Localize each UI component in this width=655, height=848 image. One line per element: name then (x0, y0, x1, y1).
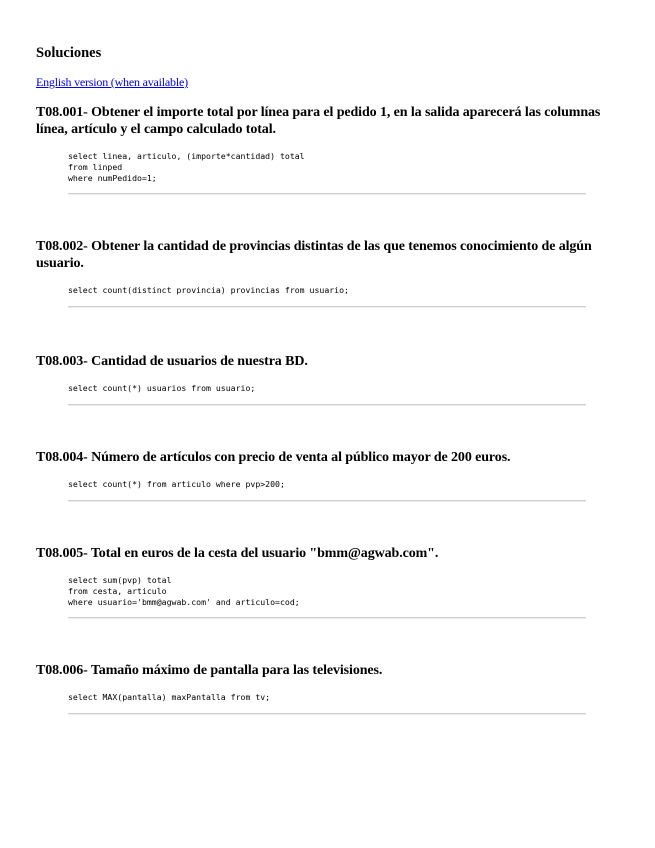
horizontal-rule (68, 500, 586, 502)
exercise-title: T08.006- Tamaño máximo de pantalla para las televisiones. (36, 663, 383, 678)
exercise-title: T08.003- Cantidad de usuarios de nuestra BD. (36, 354, 308, 369)
code-line: select linea, articulo, (importe*cantidad) total (68, 151, 305, 161)
sql-code-block (68, 692, 586, 715)
code-line: from cesta, articulo (68, 586, 167, 596)
code-line: from linped (68, 162, 123, 172)
exercise-t08-004 (36, 449, 616, 502)
solutions-page (36, 44, 616, 715)
page-title: Soluciones (36, 45, 102, 61)
horizontal-rule (68, 193, 586, 195)
exercise-t08-001 (36, 104, 616, 195)
sql-code-block (68, 383, 586, 406)
sql-code-block (68, 285, 586, 308)
exercise-t08-002 (36, 238, 616, 308)
code-line: where usuario='bmm@agwab.com' and articulo=cod; (68, 597, 300, 607)
code-line: select MAX(pantalla) maxPantalla from tv; (68, 692, 271, 702)
code-line: where numPedido=1; (68, 173, 157, 183)
exercise-title: T08.001- Obtener el importe total por línea para el pedido 1, en la salida aparecerá las columnas línea, artículo y el campo calculado total. (36, 105, 601, 137)
english-version-link[interactable]: English version (when available) (36, 75, 188, 89)
sql-code-block (68, 575, 586, 619)
code-line: select sum(pvp) total (68, 575, 172, 585)
sql-code-block (68, 151, 586, 195)
code-line: select count(*) from articulo where pvp>200; (68, 479, 285, 489)
exercise-t08-006 (36, 662, 616, 715)
exercise-t08-005 (36, 545, 616, 619)
exercise-title: T08.004- Número de artículos con precio de venta al público mayor de 200 euros. (36, 450, 511, 465)
horizontal-rule (68, 306, 586, 308)
code-line: select count(*) usuarios from usuario; (68, 383, 256, 393)
sql-code-block (68, 479, 586, 502)
horizontal-rule (68, 713, 586, 715)
exercise-title: T08.002- Obtener la cantidad de provincias distintas de las que tenemos conocimiento de algún usuario. (36, 239, 592, 271)
horizontal-rule (68, 617, 586, 619)
exercise-title: T08.005- Total en euros de la cesta del usuario "bmm@agwab.com". (36, 546, 439, 561)
horizontal-rule (68, 404, 586, 406)
exercise-t08-003 (36, 353, 616, 406)
code-line: select count(distinct provincia) provincias from usuario; (68, 285, 349, 295)
